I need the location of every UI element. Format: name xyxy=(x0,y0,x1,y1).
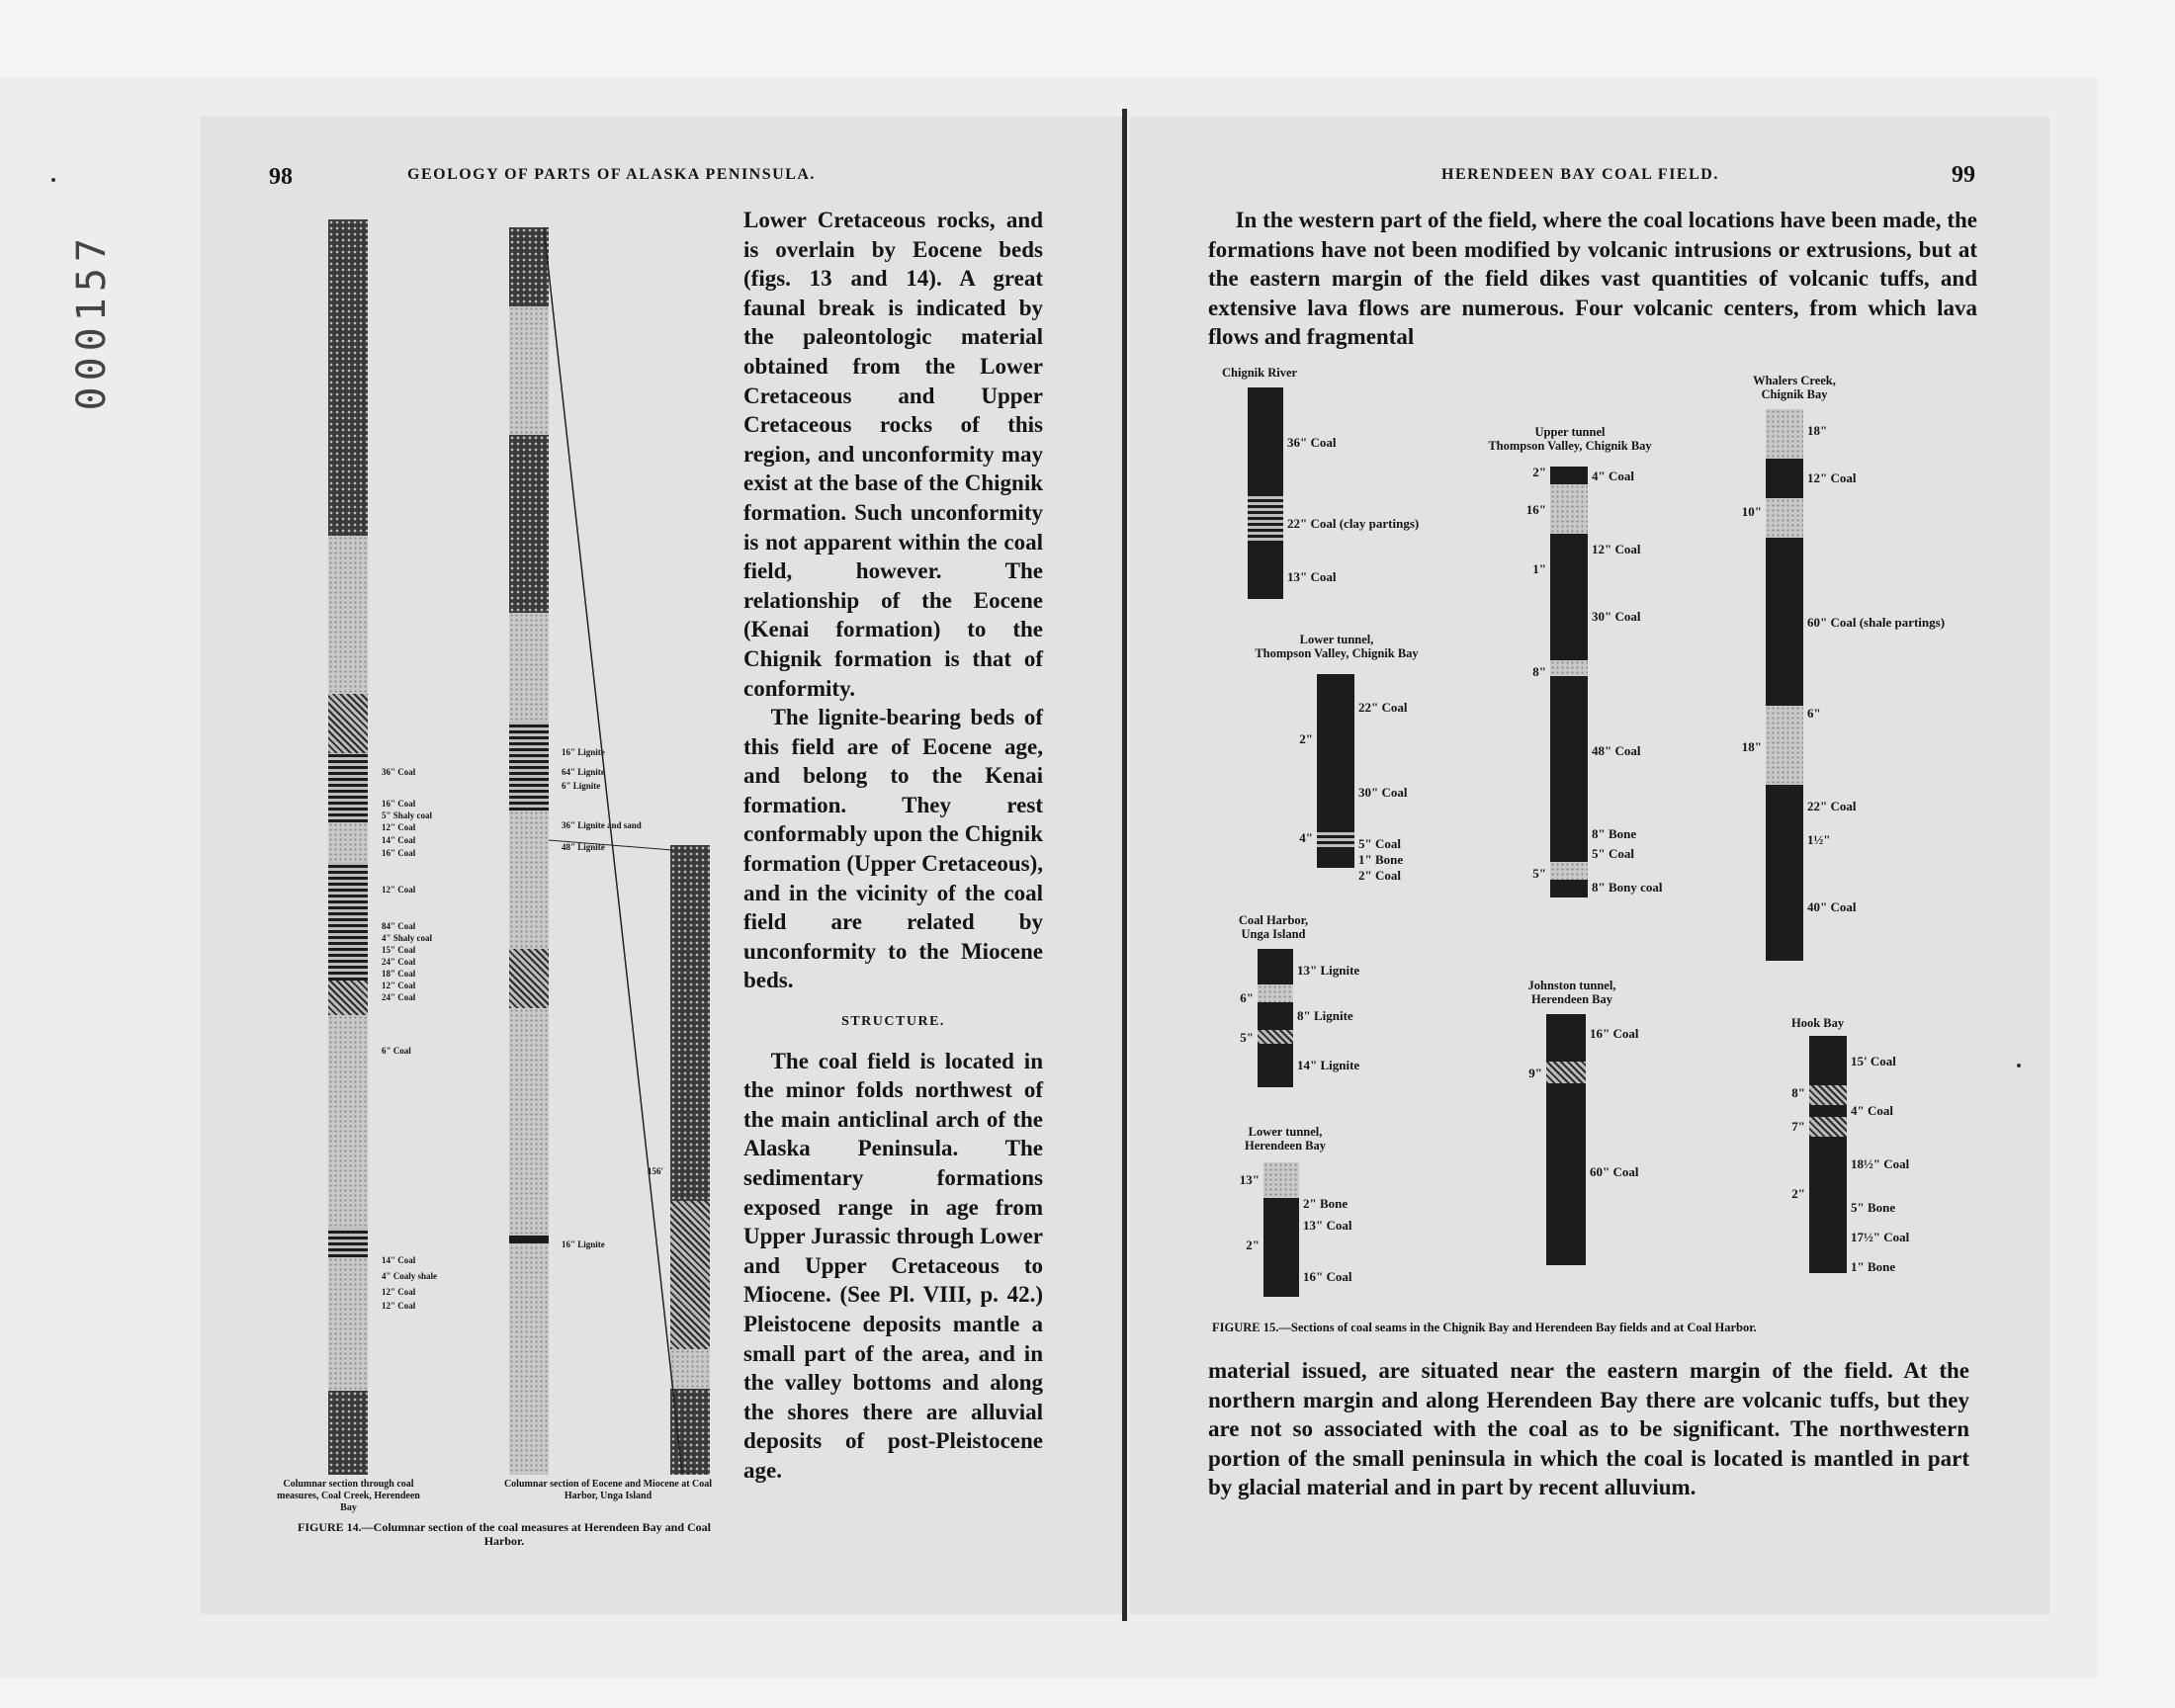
seam-thickness-label: 8" xyxy=(1532,664,1546,679)
fig14-col2-seam-label: 16" Lignite xyxy=(562,747,605,757)
seam-thickness-label: 2" xyxy=(1299,731,1313,746)
running-head-right: HERENDEEN BAY COAL FIELD. xyxy=(1441,166,1719,183)
fig14-col3-left-label: 156' xyxy=(648,1166,664,1176)
sec-hook-bay-title: Hook Bay xyxy=(1791,1016,1845,1030)
seam-label: 18½" Coal xyxy=(1851,1156,1910,1171)
seam-label: 14" Lignite xyxy=(1297,1058,1360,1072)
fig14-col2-seam-label: 16" Lignite xyxy=(562,1239,605,1249)
sec-title-line: Thompson Valley, Chignik Bay xyxy=(1488,439,1652,453)
seam-thickness-label: 4" xyxy=(1299,830,1313,845)
seam-label: 6" xyxy=(1807,706,1821,721)
fig14-col2-seam-label: 64" Lignite xyxy=(562,767,605,777)
sec-johnston-tunnel-column xyxy=(1546,1014,1586,1265)
fig14-col1-seam-label: 16" Coal xyxy=(382,799,416,809)
sec-lower-tunnel-herendeen-title xyxy=(1231,1125,1340,1153)
seam-thickness-label: 16" xyxy=(1525,502,1546,517)
fig14-col1-seam-label: 4" Shaly coal xyxy=(382,933,433,943)
scan-stamp: 000157 xyxy=(69,232,115,411)
seam-label: 60" Coal xyxy=(1590,1164,1639,1179)
seam-label: 30" Coal xyxy=(1592,609,1641,624)
sec-title-line: Herendeen Bay xyxy=(1530,992,1613,1006)
running-head-left: GEOLOGY OF PARTS OF ALASKA PENINSULA. xyxy=(407,166,816,183)
seam-label: 1½" xyxy=(1807,832,1831,847)
seam-label: 4" Coal xyxy=(1851,1103,1893,1118)
seam-label: 30" Coal xyxy=(1358,785,1408,800)
seam-label: 22" Coal (clay partings) xyxy=(1287,516,1420,531)
seam-label: 17½" Coal xyxy=(1851,1230,1910,1244)
right-paragraph-top: In the western part of the field, where the coal locations have been made, the formations have not been modified by volcanic intrusions or extrusions, but at the eastern margin of the field dikes vast quantities of volcanic tuffs, and extensive lava flows are numerous. Four volcanic centers, from which lava flows and fragmental xyxy=(1208,208,1977,350)
seam-label: 5" Bone xyxy=(1851,1200,1896,1215)
seam-label: 15' Coal xyxy=(1851,1054,1896,1068)
seam-thickness-label: 1" xyxy=(1532,561,1546,576)
fig14-col2-seam-label: 48" Lignite xyxy=(562,842,605,852)
seam-thickness-label: 9" xyxy=(1528,1066,1542,1080)
sec-title-line: Herendeen Bay xyxy=(1244,1139,1327,1153)
seam-label: 1" Bone xyxy=(1851,1259,1896,1274)
fig14-col1-seam-label: 14" Coal xyxy=(382,835,416,845)
sec-lower-tunnel-thompson-title xyxy=(1238,633,1436,660)
left-text-column xyxy=(743,206,1043,1486)
seam-thickness-label: 7" xyxy=(1791,1119,1805,1134)
sec-lower-tunnel-herendeen-column xyxy=(1263,1162,1299,1297)
seam-label: 1" Bone xyxy=(1358,852,1404,867)
sec-upper-tunnel-title xyxy=(1471,425,1669,453)
sec-title-line: Unga Island xyxy=(1241,927,1306,941)
fig14-col2-seam-label: 6" Lignite xyxy=(562,781,601,791)
seam-thickness-label: 6" xyxy=(1240,990,1254,1005)
section-heading: STRUCTURE. xyxy=(841,1014,945,1030)
fig14-col1-seam-label: 4" Coaly shale xyxy=(382,1271,437,1281)
right-paragraph-bottom: material issued, are situated near the eastern margin of the field. At the northern margin and along Herendeen Bay there are volcanic tuffs, but they are not so associated with the coal as to be significant. The northwestern portion of the small peninsula in which the coal is located is mantled in part by glacial material and in part by recent alluvium. xyxy=(1208,1358,1969,1500)
fig14-col1-seam-label: 84" Coal xyxy=(382,921,416,931)
sec-title-line: Thompson Valley, Chignik Bay xyxy=(1255,646,1419,660)
page-number-left: 98 xyxy=(269,164,293,190)
sec-whalers-creek-column xyxy=(1766,409,1803,961)
scan-speck xyxy=(51,178,55,182)
sec-coal-harbor-title xyxy=(1234,913,1313,941)
sec-title-line: Chignik Bay xyxy=(1761,387,1828,401)
sec-title-line: Lower tunnel, xyxy=(1299,633,1374,646)
fig14-caption: FIGURE 14.—Columnar section of the coal measures at Herendeen Bay and Coal Harbor. xyxy=(298,1520,711,1548)
seam-thickness-label: 2" xyxy=(1532,465,1546,479)
fig14-col1-seam-label: 12" Coal xyxy=(382,1301,416,1311)
seam-label: 60" Coal (shale partings) xyxy=(1807,615,1946,630)
fig14-col1-caption: Columnar section through coal measures, Coal Creek, Herendeen Bay xyxy=(277,1479,420,1513)
book-spine xyxy=(1122,109,1127,1621)
seam-label: 13" Lignite xyxy=(1297,963,1360,978)
sec-title-line: Whalers Creek, xyxy=(1753,374,1836,387)
seam-label: 8" Lignite xyxy=(1297,1008,1353,1023)
fig14-col1-seam-label: 12" Coal xyxy=(382,885,416,895)
seam-label: 5" Coal xyxy=(1358,836,1401,851)
seam-label: 16" Coal xyxy=(1303,1269,1352,1284)
fig14-col2-caption: Columnar section of Eocene and Miocene at Coal Harbor, Unga Island xyxy=(503,1479,713,1501)
left-paragraph-2: The lignite-bearing beds of this field are of Eocene age, and belong to the Kenai formation. They rest conformably upon the Chignik formation (Upper Cretaceous), and in the vicinity of the coal field are related by unconformity to the Miocene beds. xyxy=(743,705,1043,993)
seam-label: 13" Coal xyxy=(1287,569,1337,584)
scan-speck xyxy=(2017,1064,2021,1068)
fig14-column-1 xyxy=(328,219,368,1475)
seam-thickness-label: 18" xyxy=(1741,739,1762,754)
fig14-col1-seam-label: 12" Coal xyxy=(382,981,416,990)
seam-thickness-label: 2" xyxy=(1246,1238,1260,1252)
seam-label: 2" Coal xyxy=(1358,868,1401,883)
seam-thickness-label: 8" xyxy=(1791,1085,1805,1100)
sec-coal-harbor-column xyxy=(1258,949,1293,1087)
fig14-col1-seam-label: 36" Coal xyxy=(382,767,416,777)
seam-label: 2" Bone xyxy=(1303,1196,1348,1211)
page-number-right: 99 xyxy=(1952,162,1975,188)
seam-label: 48" Coal xyxy=(1592,743,1641,758)
seam-label: 36" Coal xyxy=(1287,435,1337,450)
fig14-col1-seam-label: 12" Coal xyxy=(382,822,416,832)
seam-thickness-label: 2" xyxy=(1791,1186,1805,1201)
fig14-col1-seam-label: 14" Coal xyxy=(382,1255,416,1265)
seam-label: 12" Coal xyxy=(1807,470,1857,485)
seam-thickness-label: 13" xyxy=(1239,1172,1260,1187)
seam-label: 8" Bony coal xyxy=(1592,880,1663,895)
sec-title-line: Coal Harbor, xyxy=(1238,913,1309,927)
fig14-col1-seam-label: 24" Coal xyxy=(382,992,416,1002)
seam-label: 8" Bone xyxy=(1592,826,1637,841)
fig14-col1-seam-label: 16" Coal xyxy=(382,848,416,858)
sec-chignik-river-column xyxy=(1248,387,1283,599)
seam-label: 13" Coal xyxy=(1303,1218,1352,1233)
fig14-col2-seam-label: 36" Lignite and sand xyxy=(562,820,642,830)
seam-thickness-label: 10" xyxy=(1741,504,1762,519)
fig14-col1-seam-label: 5" Shaly coal xyxy=(382,811,433,820)
seam-label: 16" Coal xyxy=(1590,1026,1639,1041)
seam-label: 22" Coal xyxy=(1807,799,1857,813)
seam-thickness-label: 5" xyxy=(1240,1030,1254,1045)
seam-label: 40" Coal xyxy=(1807,899,1857,914)
fig14-correlation-lines xyxy=(534,227,692,1483)
sec-whalers-creek-title xyxy=(1735,374,1854,401)
left-paragraph-1: Lower Cretaceous rocks, and is overlain by Eocene beds (figs. 13 and 14). A great faunal break is indicated by the paleontologic material obtained from the Lower Cretaceous and Upper Cretaceous rocks of this region, and unconformity may exist at the base of the Chignik formation. Such unconformity is not apparent within the coal field, however. The relationship of the Eocene (Kenai formation) to the Chignik formation is that of conformity. xyxy=(743,208,1043,701)
left-paragraph-3: The coal field is located in the minor folds northwest of the main anticlinal arch of the Alaska Peninsula. The sedimentary formations exposed range in age from Upper Jurassic through Lower and Upper Cretaceous to Miocene. (See Pl. VIII, p. 42.) Pleistocene deposits mantle a small part of the area, and in the valley bottoms and along the shores there are alluvial deposits of post-Pleistocene age. xyxy=(743,1048,1043,1483)
fig14-col1-seam-label: 18" Coal xyxy=(382,969,416,979)
fig14-col1-seam-label: 15" Coal xyxy=(382,945,416,955)
seam-label: 22" Coal xyxy=(1358,700,1408,715)
fig14-col1-seam-label: 6" Coal xyxy=(382,1046,411,1056)
fig15-caption: FIGURE 15.—Sections of coal seams in the Chignik Bay and Herendeen Bay fields and at Coal Harbor. xyxy=(1212,1321,1757,1334)
sec-lower-tunnel-thompson-column xyxy=(1317,674,1354,868)
sec-chignik-river-title: Chignik River xyxy=(1222,366,1298,380)
sec-title-line: Lower tunnel, xyxy=(1248,1125,1323,1139)
fig14-col1-seam-label: 12" Coal xyxy=(382,1287,416,1297)
sec-title-line: Upper tunnel xyxy=(1534,425,1606,439)
seam-label: 4" Coal xyxy=(1592,469,1634,483)
seam-label: 5" Coal xyxy=(1592,846,1634,861)
fig14-col1-seam-label: 24" Coal xyxy=(382,957,416,967)
seam-label: 18" xyxy=(1807,423,1828,438)
seam-thickness-label: 5" xyxy=(1532,866,1546,881)
sec-johnston-tunnel-title xyxy=(1513,979,1631,1006)
sec-hook-bay-column xyxy=(1809,1036,1847,1273)
sec-title-line: Johnston tunnel, xyxy=(1527,979,1616,992)
seam-label: 12" Coal xyxy=(1592,542,1641,556)
sec-upper-tunnel-column xyxy=(1550,467,1588,897)
